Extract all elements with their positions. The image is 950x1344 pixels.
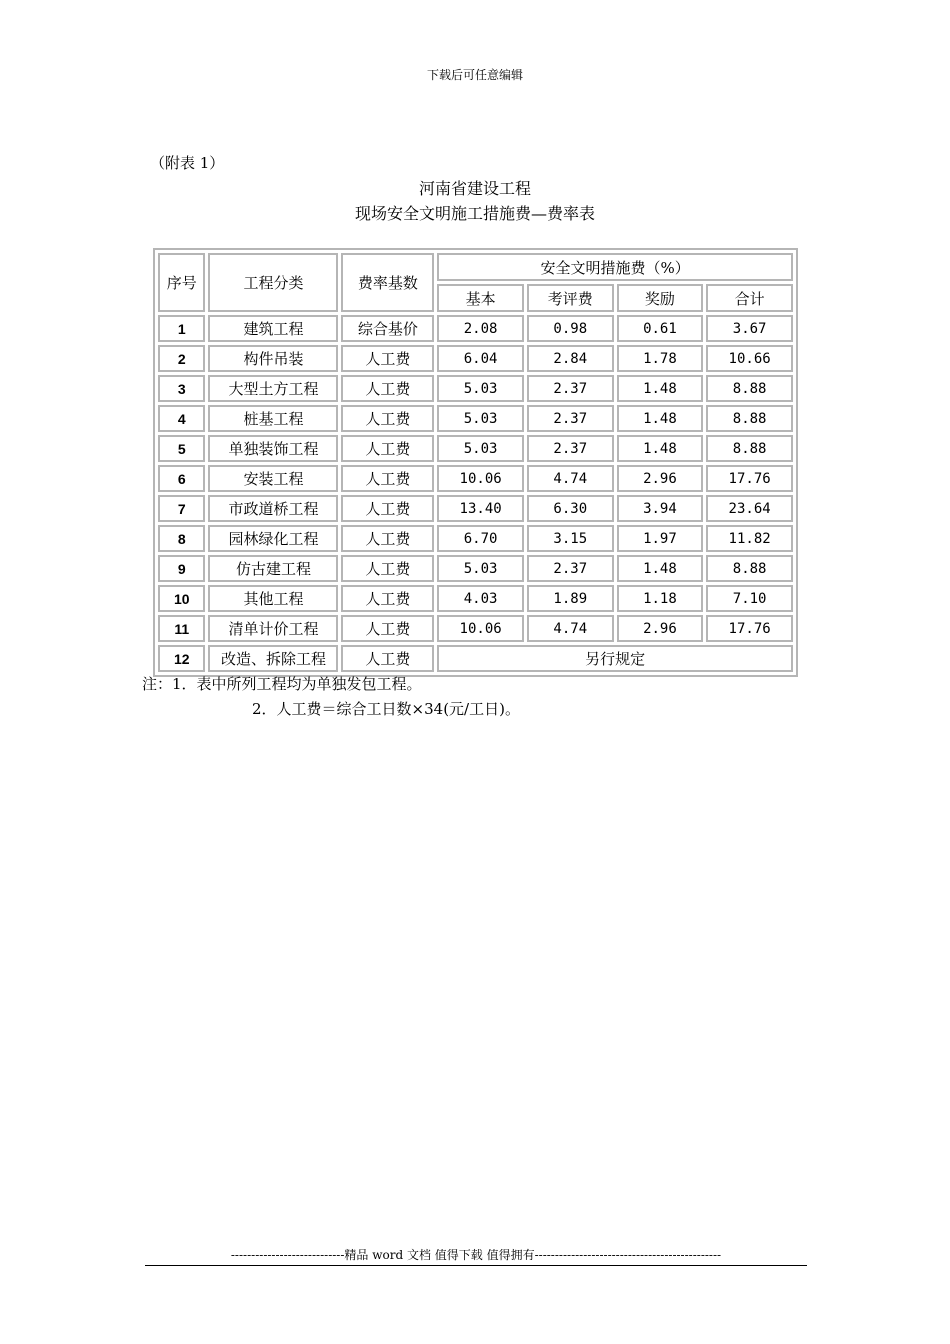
cell-eval: 4.74	[527, 465, 614, 492]
cell-category: 园林绿化工程	[208, 525, 338, 552]
cell-total: 17.76	[706, 615, 793, 642]
cell-idx: 5	[158, 435, 205, 462]
table-header-row	[158, 253, 793, 281]
cell-eval: 0.98	[527, 315, 614, 342]
cell-base: 人工费	[341, 375, 434, 402]
table-row	[158, 465, 793, 492]
cell-category: 安装工程	[208, 465, 338, 492]
table-row	[158, 585, 793, 612]
col-eval-header: 考评费	[527, 284, 614, 312]
note-line-1: 注：1．表中所列工程均为单独发包工程。	[142, 675, 422, 693]
cell-category: 其他工程	[208, 585, 338, 612]
cell-basic: 4.03	[437, 585, 524, 612]
cell-eval: 1.89	[527, 585, 614, 612]
cell-total: 11.82	[706, 525, 793, 552]
cell-total: 8.88	[706, 435, 793, 462]
cell-eval: 2.84	[527, 345, 614, 372]
cell-bonus: 1.48	[617, 555, 704, 582]
table-row	[158, 315, 793, 342]
col-total-header: 合计	[706, 284, 793, 312]
cell-total: 7.10	[706, 585, 793, 612]
cell-bonus: 2.96	[617, 465, 704, 492]
col-category-header: 工程分类	[208, 253, 338, 312]
cell-base: 人工费	[341, 525, 434, 552]
cell-category: 桩基工程	[208, 405, 338, 432]
cell-category: 建筑工程	[208, 315, 338, 342]
cell-category: 构件吊装	[208, 345, 338, 372]
cell-total: 10.66	[706, 345, 793, 372]
fee-rate-table	[153, 248, 798, 677]
cell-total: 8.88	[706, 405, 793, 432]
title-line-2: 现场安全文明施工措施费—费率表	[354, 204, 595, 223]
cell-total: 3.67	[706, 315, 793, 342]
col-index-header: 序号	[158, 253, 205, 312]
cell-bonus: 1.48	[617, 435, 704, 462]
cell-base: 综合基价	[341, 315, 434, 342]
col-bonus-header: 奖励	[617, 284, 704, 312]
cell-idx: 8	[158, 525, 205, 552]
table-row	[158, 495, 793, 522]
cell-category: 改造、拆除工程	[208, 645, 338, 672]
cell-idx: 7	[158, 495, 205, 522]
table-row	[158, 525, 793, 552]
cell-idx: 3	[158, 375, 205, 402]
header-note: 下载后可任意编辑	[426, 68, 523, 82]
notes	[142, 673, 520, 719]
cell-basic: 5.03	[437, 435, 524, 462]
cell-eval: 2.37	[527, 555, 614, 582]
cell-category: 大型土方工程	[208, 375, 338, 402]
cell-merged: 另行规定	[437, 645, 793, 672]
cell-bonus: 1.78	[617, 345, 704, 372]
cell-idx: 2	[158, 345, 205, 372]
cell-idx: 6	[158, 465, 205, 492]
cell-base: 人工费	[341, 495, 434, 522]
cell-eval: 3.15	[527, 525, 614, 552]
cell-idx: 1	[158, 315, 205, 342]
cell-eval: 2.37	[527, 435, 614, 462]
cell-total: 17.76	[706, 465, 793, 492]
cell-basic: 5.03	[437, 375, 524, 402]
cell-basic: 5.03	[437, 405, 524, 432]
cell-total: 23.64	[706, 495, 793, 522]
table-row	[158, 345, 793, 372]
cell-basic: 13.40	[437, 495, 524, 522]
cell-idx: 9	[158, 555, 205, 582]
cell-base: 人工费	[341, 645, 434, 672]
cell-category: 清单计价工程	[208, 615, 338, 642]
table-row	[158, 645, 793, 672]
table-row	[158, 555, 793, 582]
cell-bonus: 1.48	[617, 405, 704, 432]
cell-base: 人工费	[341, 555, 434, 582]
cell-base: 人工费	[341, 585, 434, 612]
col-base-header: 费率基数	[341, 253, 434, 312]
table-row	[158, 615, 793, 642]
cell-basic: 10.06	[437, 465, 524, 492]
cell-bonus: 1.97	[617, 525, 704, 552]
cell-idx: 4	[158, 405, 205, 432]
cell-basic: 5.03	[437, 555, 524, 582]
cell-bonus: 0.61	[617, 315, 704, 342]
cell-total: 8.88	[706, 555, 793, 582]
col-group-header: 安全文明措施费（%）	[437, 253, 793, 281]
cell-basic: 10.06	[437, 615, 524, 642]
cell-idx: 12	[158, 645, 205, 672]
cell-bonus: 3.94	[617, 495, 704, 522]
table-row	[158, 375, 793, 402]
cell-base: 人工费	[341, 465, 434, 492]
table-row	[158, 405, 793, 432]
cell-basic: 2.08	[437, 315, 524, 342]
cell-idx: 10	[158, 585, 205, 612]
cell-eval: 6.30	[527, 495, 614, 522]
cell-eval: 2.37	[527, 405, 614, 432]
cell-basic: 6.04	[437, 345, 524, 372]
cell-eval: 2.37	[527, 375, 614, 402]
col-basic-header: 基本	[437, 284, 524, 312]
cell-base: 人工费	[341, 405, 434, 432]
title-line-1: 河南省建设工程	[418, 179, 531, 198]
cell-category: 单独装饰工程	[208, 435, 338, 462]
table-row	[158, 435, 793, 462]
cell-bonus: 2.96	[617, 615, 704, 642]
cell-base: 人工费	[341, 435, 434, 462]
cell-bonus: 1.48	[617, 375, 704, 402]
cell-eval: 4.74	[527, 615, 614, 642]
cell-base: 人工费	[341, 345, 434, 372]
footer-banner: ----------------------------精品 word 文档 值得下载 值得拥有----------------------------------------------	[145, 1246, 807, 1266]
cell-category: 市政道桥工程	[208, 495, 338, 522]
note-line-2: 2．人工费＝综合工日数×34(元/工日)。	[252, 700, 520, 718]
cell-idx: 11	[158, 615, 205, 642]
cell-base: 人工费	[341, 615, 434, 642]
cell-basic: 6.70	[437, 525, 524, 552]
appendix-label: （附表 1）	[150, 154, 225, 172]
cell-category: 仿古建工程	[208, 555, 338, 582]
cell-bonus: 1.18	[617, 585, 704, 612]
cell-total: 8.88	[706, 375, 793, 402]
